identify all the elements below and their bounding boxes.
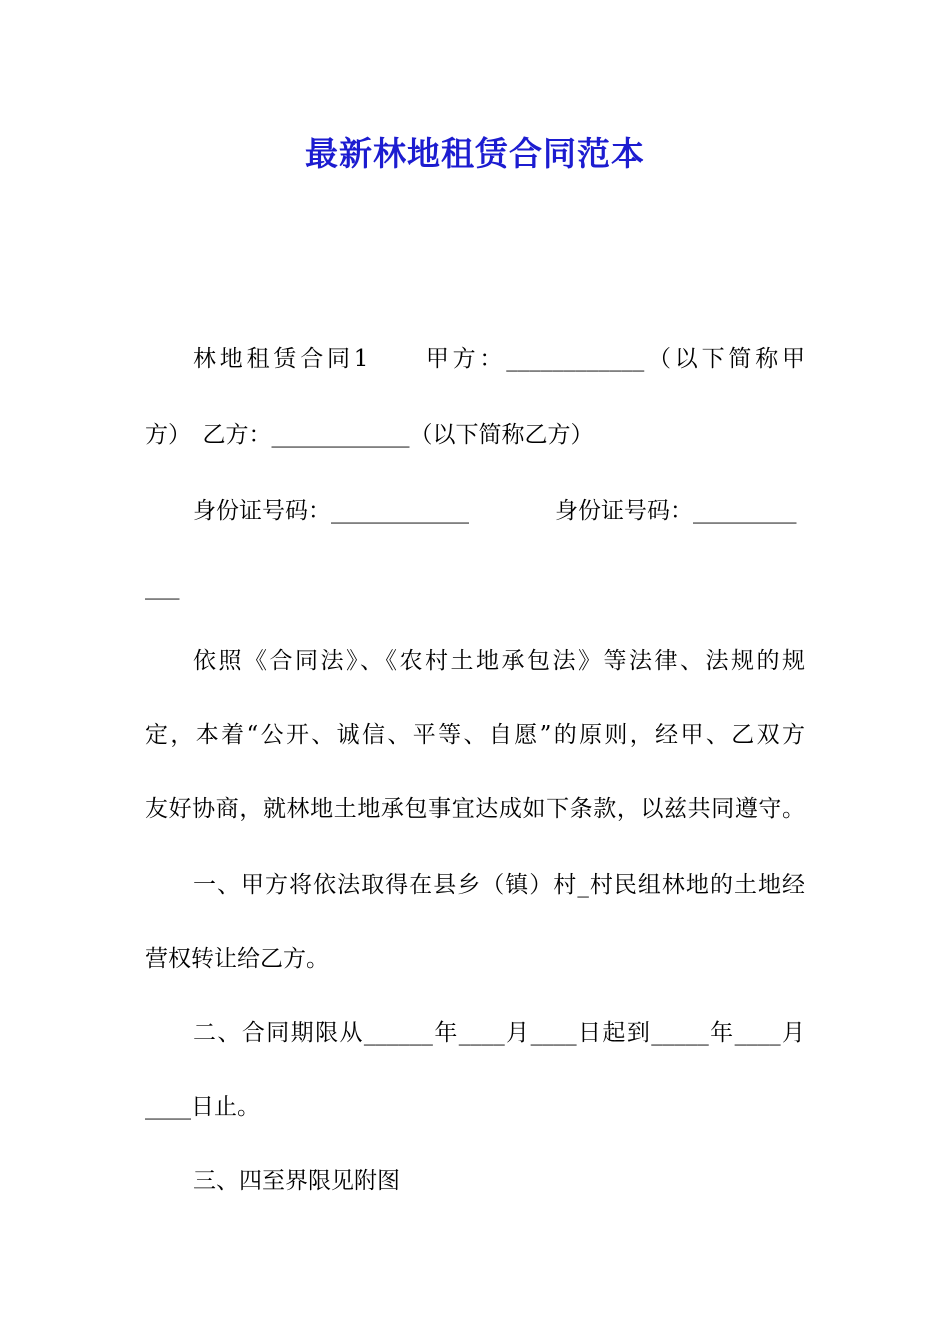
clause-2-line-2: ____日止。 bbox=[145, 1094, 260, 1120]
document-title: 最新林地租赁合同范本 bbox=[305, 134, 645, 173]
clause-3: 三、四至界限见附图 bbox=[193, 1168, 400, 1194]
clause-1-line-1: 一、甲方将依法取得在县乡（镇）村_村民组林地的土地经 bbox=[193, 872, 805, 898]
paragraph-basis-line-1: 依照《合同法》、《农村土地承包法》等法律、法规的规 bbox=[193, 648, 805, 674]
id-number-continuation: ___ bbox=[145, 574, 180, 600]
paragraph-party-b: 方） 乙方：____________（以下简称乙方） bbox=[145, 422, 594, 448]
paragraph-basis-line-3: 友好协商，就林地土地承包事宜达成如下条款，以兹共同遵守。 bbox=[145, 796, 805, 822]
paragraph-basis-line-2: 定，本着“公开、诚信、平等、自愿”的原则，经甲、乙双方 bbox=[145, 722, 805, 748]
clause-1-line-2: 营权转让给乙方。 bbox=[145, 946, 329, 972]
id-number-party-a: 身份证号码：____________ bbox=[193, 498, 469, 524]
clause-2-line-1: 二、合同期限从______年____月____日起到_____年____月 bbox=[193, 1020, 805, 1046]
id-number-party-b: 身份证号码：_________ bbox=[555, 498, 797, 524]
paragraph-party-a: 林地租赁合同1 甲方：____________（以下简称甲 bbox=[193, 346, 805, 372]
